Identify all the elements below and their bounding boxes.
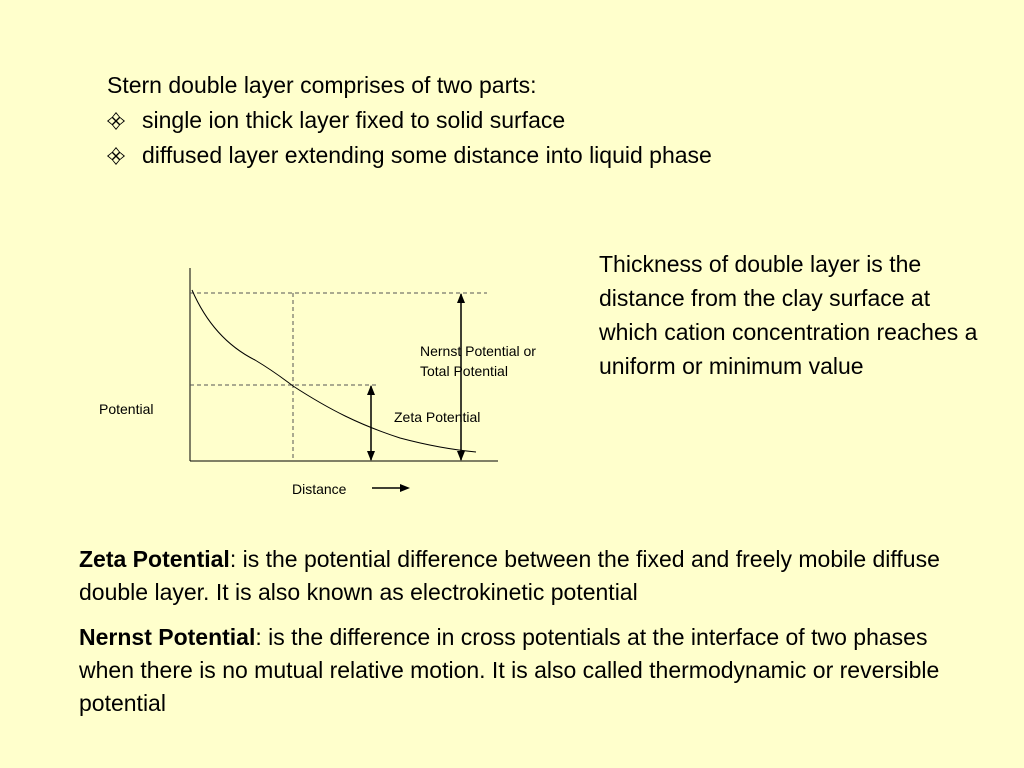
- bullet-text-1: single ion thick layer fixed to solid surface: [142, 107, 566, 133]
- bullet-text-2: diffused layer extending some distance into liquid phase: [142, 142, 712, 168]
- zeta-potential-label: Zeta Potential: [394, 409, 481, 425]
- y-axis-label: Potential: [99, 401, 154, 417]
- nernst-potential-label-line-2: Total Potential: [420, 363, 508, 379]
- x-axis-label: Distance: [292, 481, 347, 497]
- nernst-term: Nernst Potential: [79, 624, 256, 650]
- nernst-potential-label-line-1: Nernst Potential or: [420, 343, 536, 359]
- zeta-term: Zeta Potential: [79, 546, 230, 572]
- nernst-definition: [79, 621, 979, 720]
- zeta-arrowhead-up: [367, 385, 375, 395]
- zeta-definition: [79, 543, 979, 609]
- zeta-arrowhead-down: [367, 451, 375, 461]
- intro-heading: Stern double layer comprises of two parts:: [107, 72, 537, 98]
- double-layer-thickness-note: Thickness of double layer is the distance from the clay surface at which cation concentration reaches a uniform or minimum value: [599, 251, 978, 379]
- zeta-definition-text: : is the potential difference between the fixed and freely mobile diffuse double layer. It is also known as electrokinetic potential: [79, 546, 940, 605]
- nernst-arrowhead-down: [457, 451, 465, 461]
- nernst-arrowhead-up: [457, 293, 465, 303]
- nernst-definition-text: : is the difference in cross potentials at the interface of two phases when there is no mutual relative motion. It is also called thermodynamic or reversible potential: [79, 624, 940, 716]
- distance-arrowhead: [400, 484, 410, 492]
- definitions: [79, 543, 979, 732]
